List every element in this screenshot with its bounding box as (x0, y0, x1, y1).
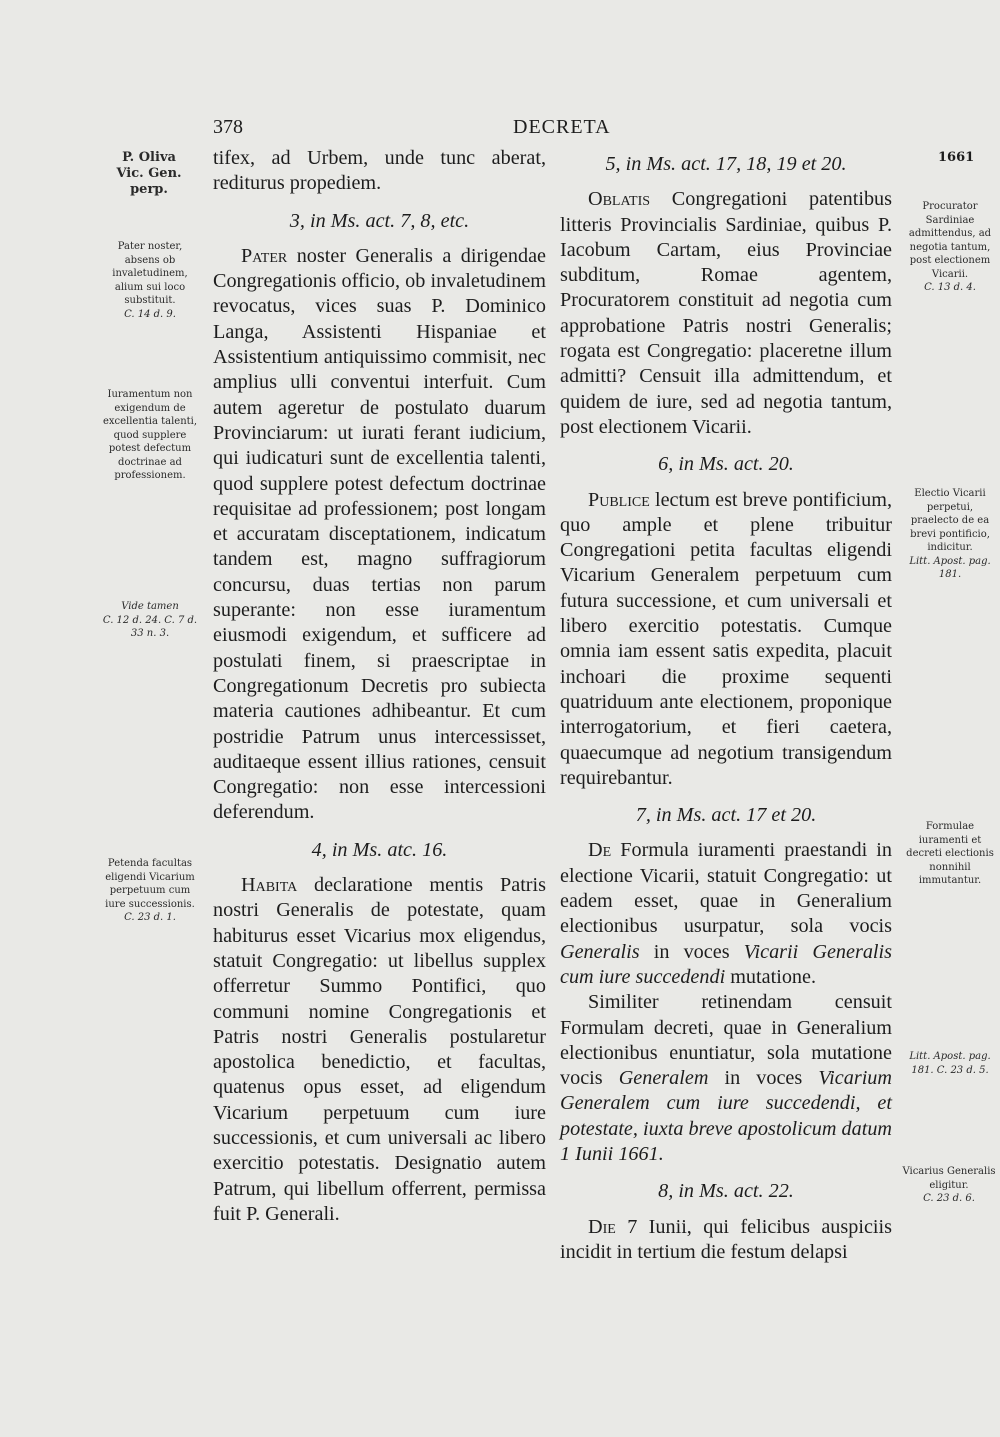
section-heading: 7, in Ms. act. 17 et 20. (635, 804, 817, 827)
margin-note: Petenda facultas eligendi Vicarium perpetuum cum iure successionis. C. 23 d. 1. (105, 858, 195, 923)
paragraph: tifex, ad Urbem, unde tunc aberat, rediturus propediem. (213, 147, 546, 195)
paragraph: Die 7 Iunii, qui felicibus auspiciis incidit in tertium die festum delapsi (560, 1215, 892, 1263)
page-number: 378 (213, 116, 243, 138)
margin-note: Pater noster, absens ob invaletudinem, alium sui loco substituit. C. 14 d. 9. (112, 241, 188, 320)
year-marker: 1661 (938, 150, 975, 165)
margin-note: Litt. Apost. pag. 181. C. 23 d. 5. (909, 1051, 991, 1076)
left-column (213, 146, 546, 1227)
paragraph: Similiter retinendam censuit Formulam decreti, quae in Generalium electionibus enuntiatur, sola mutatione vocis Generalem in voces Vicarium Generalem cum iure succedendi, et potestate, iuxta breve apostolicum datum 1 Iunii 1661. (560, 991, 892, 1165)
paragraph: De Formula iuramenti praestandi in electione Vicarii, statuit Congregatio: ut eadem esset, quae in Generalium electionibus usurpatur, sola vocis Generalis in voces Vicarii Generalis cum iure succedendi mutatione. (560, 839, 893, 988)
page-header (213, 116, 899, 146)
margin-note-title: P. Oliva Vic. Gen. perp. (116, 150, 182, 197)
paragraph: Oblatis Congregationi patentibus litteris Provincialis Sardiniae, quibus P. Iacobum Cartam, eius Provinciae subditum, Romae agentem, Procuratorem constituit ad negotia cum approbatione Patris nostri Generalis; rogata est Congregatio: placeretne illum admitti? Censuit illa admittendum, et quidem de iure, sed ad negotia tantum, post electionem Vicarii. (560, 188, 892, 438)
margin-note: Vicarius Generalis eligitur. C. 23 d. 6. (902, 1166, 996, 1204)
paragraph: Publice lectum est breve pontificium, quo ample et plene tribuitur Congregationi petita facultas eligendi Vicarium Generalem perpetuum cum futura successione, et cum universali et libero exercitio potestatis. Cumque omnia iam essent satis expedita, placuit inchoari die proxime sequenti quatriduum ante electionem, proponique interrogatorium, et fieri caetera, quaecumque ad negotium transigendum requirebantur. (560, 488, 892, 789)
margin-note: Electio Vicarii perpetui, praelecto de ea brevi pontificio, indicitur. Litt. Apost. pag. 181. (909, 488, 991, 580)
paragraph: Habita declaratione mentis Patris nostri Generalis de potestate, quam habiturus esset Vicarius mox eligendus, statuit Congregatio: ut libellus supplex offerretur Summo Pontifici, quo communi nomine Congregationis et Patris nostri Generalis postularetur apostolica benedictio, et facultas, quatenus opus esset, ad eligendum Vicarium perpetuum cum iure successionis, et cum universali ac libero exercitio potestatis. Designatio autem Patrum, qui libellum offerrent, permissa fuit P. Generali. (213, 874, 546, 1225)
paragraph: Pater noster Generalis a dirigendae Congregationis officio, ob invaletudinem revocatus, vices suas P. Dominico Langa, Assistenti Hispaniae et Assistentium antiquissimo commisit, nec amplius ulli conventui interfuit. Cum autem ageretur de postulato duarum Provinciarum: ut iurati ferant iudicium, qui iudicaturi sunt de excellentia talenti, quod supplere potest defectum doctrinae requisitae ad professionem; post longam et accuratam disceptationem, indicatum tandem est, magno suffragiorum concursu, duas tertias non parum superante: non esse iuramentum eiusmodi exigendum, et sufficere ad postulati finem, si praescriptae in Congregationum Decretis pro subiecta materia cautiones adhibeantur. Et cum postridie Patrum unus intercessisset, auditaeque essent illius rationes, censuit Congregatio: non esse intercessioni deferendum. (213, 244, 546, 824)
margin-note: Formulae iuramenti et decreti electionis nonnihil immutantur. (906, 821, 994, 886)
section-heading: 4, in Ms. atc. 16. (311, 838, 448, 861)
section-heading: 8, in Ms. act. 22. (658, 1180, 794, 1203)
section-heading: 6, in Ms. act. 20. (658, 453, 794, 476)
margin-note: Iuramentum non exigendum de excellentia talenti, quod supplere potest defectum doctrinae ad professionem. (102, 389, 198, 481)
running-head: DECRETA (513, 116, 611, 138)
section-heading: 3, in Ms. act. 7, 8, etc. (289, 209, 470, 232)
section-heading: 5, in Ms. act. 17, 18, 19 et 20. (605, 153, 847, 175)
margin-note: Procurator Sardiniae admittendus, ad negotia tantum, post electionem Vicarii. C. 13 d. 4. (908, 201, 992, 293)
margin-note: Vide tamen C. 12 d. 24. C. 7 d. 33 n. 3. (102, 601, 198, 639)
right-column (560, 146, 892, 1265)
